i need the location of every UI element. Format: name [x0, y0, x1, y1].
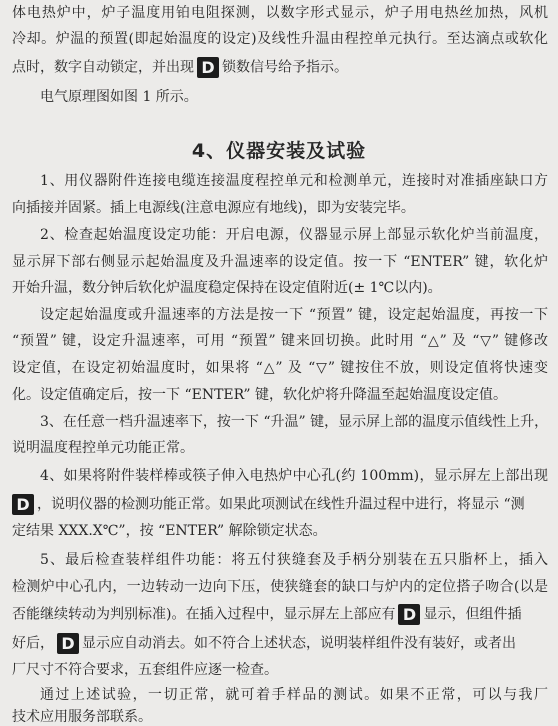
p7-line-1: 通过上述试验，一切正常，就可着手样品的测试。如果不正常，可以与我厂: [40, 687, 548, 703]
p3-line-4: 化。设定值确定后，按一下 “ENTER” 键，软化炉将升降温至起始温度设定值。: [12, 387, 508, 403]
intro-line-3-b: 锁数信号给予指示。: [222, 59, 348, 76]
p7-line-2: 技术应用服务部联系。: [12, 709, 152, 725]
d-lock-symbol-icon: D: [57, 633, 79, 654]
p2-line-3: 开始升温，数分钟后软化炉温度稳定保持在设定值附近(± 1℃以内)。: [12, 280, 442, 296]
p6-line-2: 检测炉中心孔内，一边转动一边向下压，使狭缝套的缺口与炉内的定位搭子吻合(以是: [12, 579, 548, 595]
p6-line-1: 5、最后检查装样组件功能：将五付狭缝套及手柄分别装在五只脂杯上，插入: [40, 552, 548, 568]
p6-line-3-a: 否能继续转动为判别标准)。在插入过程中，显示屏左上部应有: [12, 606, 396, 623]
p2-line-2: 显示屏下部右侧显示起始温度及升温速率的设定值。按一下 “ENTER” 键，软化炉: [12, 254, 548, 270]
p3-line-2: “预置” 键，设定升温速率，可用 “预置” 键来回切换。此时用 “△” 及 “▽” 键修改: [12, 333, 548, 349]
p5-line-3: 定结果 XXX.X℃”，按 “ENTER” 解除锁定状态。: [12, 523, 327, 539]
p3-line-3: 设定值，在设定初始温度时，如果将 “△” 及 “▽” 键按住不放，则设定值将快速变: [12, 360, 548, 376]
p6-line-4: [12, 633, 548, 654]
p4-line-2: 说明温度程控单元功能正常。: [12, 440, 194, 456]
d-lock-symbol-icon: D: [197, 57, 219, 78]
p6-line-4-a: 好后，: [12, 635, 54, 652]
intro-line-3: [12, 57, 548, 78]
p1-line-1: 1、用仪器附件连接电缆连接温度程控单元和检测单元，连接时对准插座缺口方: [40, 173, 548, 189]
d-lock-symbol-icon: D: [398, 604, 420, 625]
section-title: 4、仪器安装及试验: [191, 140, 367, 162]
intro-line-4: 电气原理图如图 1 所示。: [40, 89, 198, 105]
p6-line-4-b: 显示应自动消去。如不符合上述状态，说明装样组件没有装好，或者出: [82, 635, 516, 652]
p1-line-2: 向插接并固紧。插上电源线(注意电源应有地线)，即为安装完毕。: [12, 200, 415, 216]
p6-line-3: [12, 604, 548, 625]
intro-line-1: 体电热炉中，炉子温度用铂电阻探测，以数字形式显示，炉子用电热丝加热，风机: [12, 5, 548, 21]
d-lock-symbol-icon: D: [12, 494, 34, 515]
p4-line-1: 3、在任意一档升温速率下，按一下 “升温” 键，显示屏上部的温度示值线性上升，: [40, 414, 549, 430]
p2-line-1: 2、检查起始温度设定功能：开启电源，仪器显示屏上部显示软化炉当前温度，: [40, 227, 548, 243]
p6-line-3-b: 显示，但组件插: [423, 606, 522, 623]
p6-line-5: 厂尺寸不符合要求，五套组件应逐一检查。: [12, 662, 278, 678]
p3-line-1: 设定起始温度或升温速率的方法是按一下 “预置” 键，设定起始温度，再按一下: [40, 307, 548, 323]
p5-line-2: [12, 494, 548, 515]
intro-line-2: 冷却。炉温的预置(即起始温度的设定)及线性升温由程控单元执行。至达滴点或软化: [12, 31, 548, 47]
p5-line-1: 4、如果将附件装样棒或筷子伸入电热炉中心孔(约 100mm)，显示屏左上部出现: [40, 468, 548, 484]
intro-line-3-a: 点时，数字自动锁定，并出现: [12, 59, 194, 76]
p5-line-2-text: ，说明仪器的检测功能正常。如果此项测试在线性升温过程中进行，将显示 “测: [37, 496, 525, 513]
